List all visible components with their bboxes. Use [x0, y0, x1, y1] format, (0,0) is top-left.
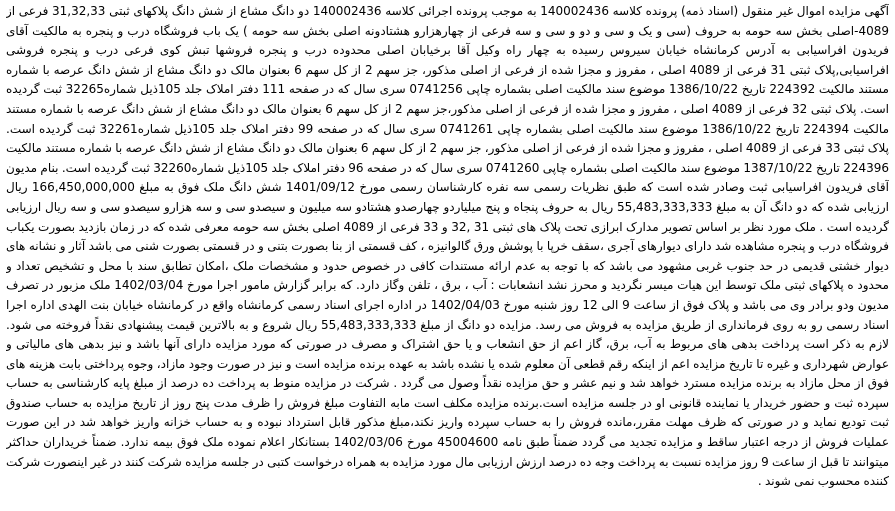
auction-notice-text: آگهی مزایده اموال غیر منقول (اسناد ذمه) پرونده کلاسه 140002436 به موجب پرونده اجرائی کلاسه 140002436 دو دانگ مشاع از شش دانگ پلاکهای ثبتی 31,32,33 فرعی از 4089-اصلی بخش سه حومه به حروف (سی و یک و سی و دو و سی و سه فرعی از چهارهزارو هشتادونه اصلی بخش سه حومه ) یک باب فروشگاه درب و پنجره به مالکیت آقای فریدون افراسیابی به آدرس کرمانشاه خیابان سیروس رسیده به چهار راه وکیل آقا برخیابان اصلی محدوده درب و پنجره فروشها تبش کوی فرعی درب و پنجره فروشی افراسیابی,پلاک ثبتی 31 فرعی از 4089 اصلی ، مفروز و مجزا شده از فرعی از اصلی مذکور، جز سهم 2 از کل سهم 6 بعنوان مالک دو دانگ مشاع از شش دانگ عرصه با شماره مستند مالکیت 224392 تاریخ 1386/10/22 موضوع سند مالکیت اصلی بشماره چاپی 0741256 سری سال که در صفحه 111 دفتر املاک جلد 105ذیل شماره32265 ثبت گردیده است. پلاک ثبتی 32 فرعی از 4089 اصلی ، مفروز و مجزا شده از فرعی از اصلی مذکور،جز سهم 2 از کل سهم 6 بعنوان مالک دو دانگ مشاع از شش دانگ عرصه با شماره مستند مالکیت 224394 تاریخ 1386/10/22 موضوع سند مالکیت اصلی بشماره چاپی 0741261 سری سال که در صفحه 99 دفتر املاک جلد 105ذیل شماره32261 ثبت گردیده است. پلاک ثبتی 33 فرعی از 4089 اصلی ، مفروز و مجزا شده از فرعی از اصلی مذکور، جز سهم 2 از کل سهم 6 بعنوان مالک دو دانگ مشاع از شش دانگ عرصه با شماره مستند مالکیت 224396 تاریخ 1387/10/22 موضوع سند مالکیت اصلی بشماره چاپی 0741260 سری سال که در صفحه 96 دفتر املاک جلد 105ذیل شماره32260 ثبت گردیده است. بنام مدیون آقای فریدون افراسیابی ثبت وصادر شده است که طبق نظریات رسمی سه نفره کارشناسان رسمی مورخ 1401/09/12 شش دانگ ملک فوق به مبلغ 166,450,000,000 ریال ارزیابی شده که دو دانگ آن به مبلغ 55,483,333,333 ریال به حروف پنجاه و پنج میلیاردو چهارصدو هشتادو سه میلیون و سیصدو سی و سه هزارو سیصدو سی و سه ریال ارزیابی گردیده است . ملک مورد نظر بر اساس تصویر مدارک ابرازی تحت پلاک های ثبتی 31 ,32 و 33 فرعی از 4089 اصلی بخش سه حومه معرفی شده که در زمان بازدید بصورت یکباب فروشگاه درب و پنجره مشاهده شد دارای دیوارهای آجری ،سقف خرپا با پوشش ورق گالوانیزه ، کف قسمتی از بنا بصورت بتنی و در قسمتی بصورت شنی می باشد آثار و نشانه های دیوار خشتی قدیمی در حد جنوب غربی مشهود می باشد که با توجه به عدم ارائه مستندات کافی در خصوص حدود و مشخصات ملک ،امکان تطابق سند با محل و تشخیص تعداد و محدود ه پلاکهای ثبتی ملک توسط این هیات میسر نگردید و محرز نشد انشعابات : آب ، برق ، تلفن وگاز دارد. که برابر گزارش مامور اجرا مورخ 1402/03/04 ملک مزبور در تصرف مدیون ودو برادر وی می باشد و پلاک فوق از ساعت 9 الی 12 روز شنبه مورخ 1402/04/03 در اداره اجرای اسناد رسمی کرمانشاه واقع در کرمانشاه خیابان بنت الهدی اداره اجرا اسناد رسمی رو به روی فرمانداری از طریق مزایده به فروش می رسد. مزایده دو دانگ از مبلغ 55,483,333,333 ریال شروع و به بالاترین قیمت پیشنهادی نقداً فروخته می شود. لازم به ذکر است پرداخت بدهی های مربوط به آب، برق، گاز اعم از حق انشعاب و یا حق اشتراک و مصرف در صورتی که مورد مزایده دارای آنها باشد و نیز بدهی های مالیاتی و عوارض شهرداری و غیره تا تاریخ مزایده اعم از اینکه رقم قطعی آن معلوم شده یا نشده باشد به عهده برنده مزایده است و نیز در صورت وجود مازاد، وجوه پرداختی بابت هزینه های فوق از محل مازاد به برنده مزایده مسترد خواهد شد و نیم عشر و حق مزایده نقداً وصول می گردد . شرکت در مزایده منوط به پرداخت ده درصد از مبلغ پایه کارشناسی به حساب سپرده ثبت و حضور خریدار یا نماینده قانونی او در جلسه مزایده است.برنده مزایده مکلف است مابه التفاوت مبلغ فروش را ظرف مدت پنج روز از تاریخ مزایده به حساب صندوق ثبت تودیع نماید و در صورتی که ظرف مهلت مقرر،مانده فروش را به حساب سپرده واریز نکند،مبلغ مذکور قابل استرداد نبوده و به حساب خزانه واریز خواهد شد در این صورت عملیات فروش از درجه اعتبار ساقط و مزایده تجدید می گردد ضمناً طبق نامه 45004600 مورخ 1402/03/06 بستانکار اعلام نموده ملک فوق بیمه ندارد. ضمناً خریداران حداکثر میتوانند تا قبل از ساعت 9 روز مزایده نسبت به پرداخت وجه ده درصد ارزش ارزیابی مال مورد مزایده به همراه درخواست کتبی در جلسه مزایده شرکت کنند در غیر اینصورت شرکت کننده محسوب نمی شوند .: [6, 4, 889, 489]
